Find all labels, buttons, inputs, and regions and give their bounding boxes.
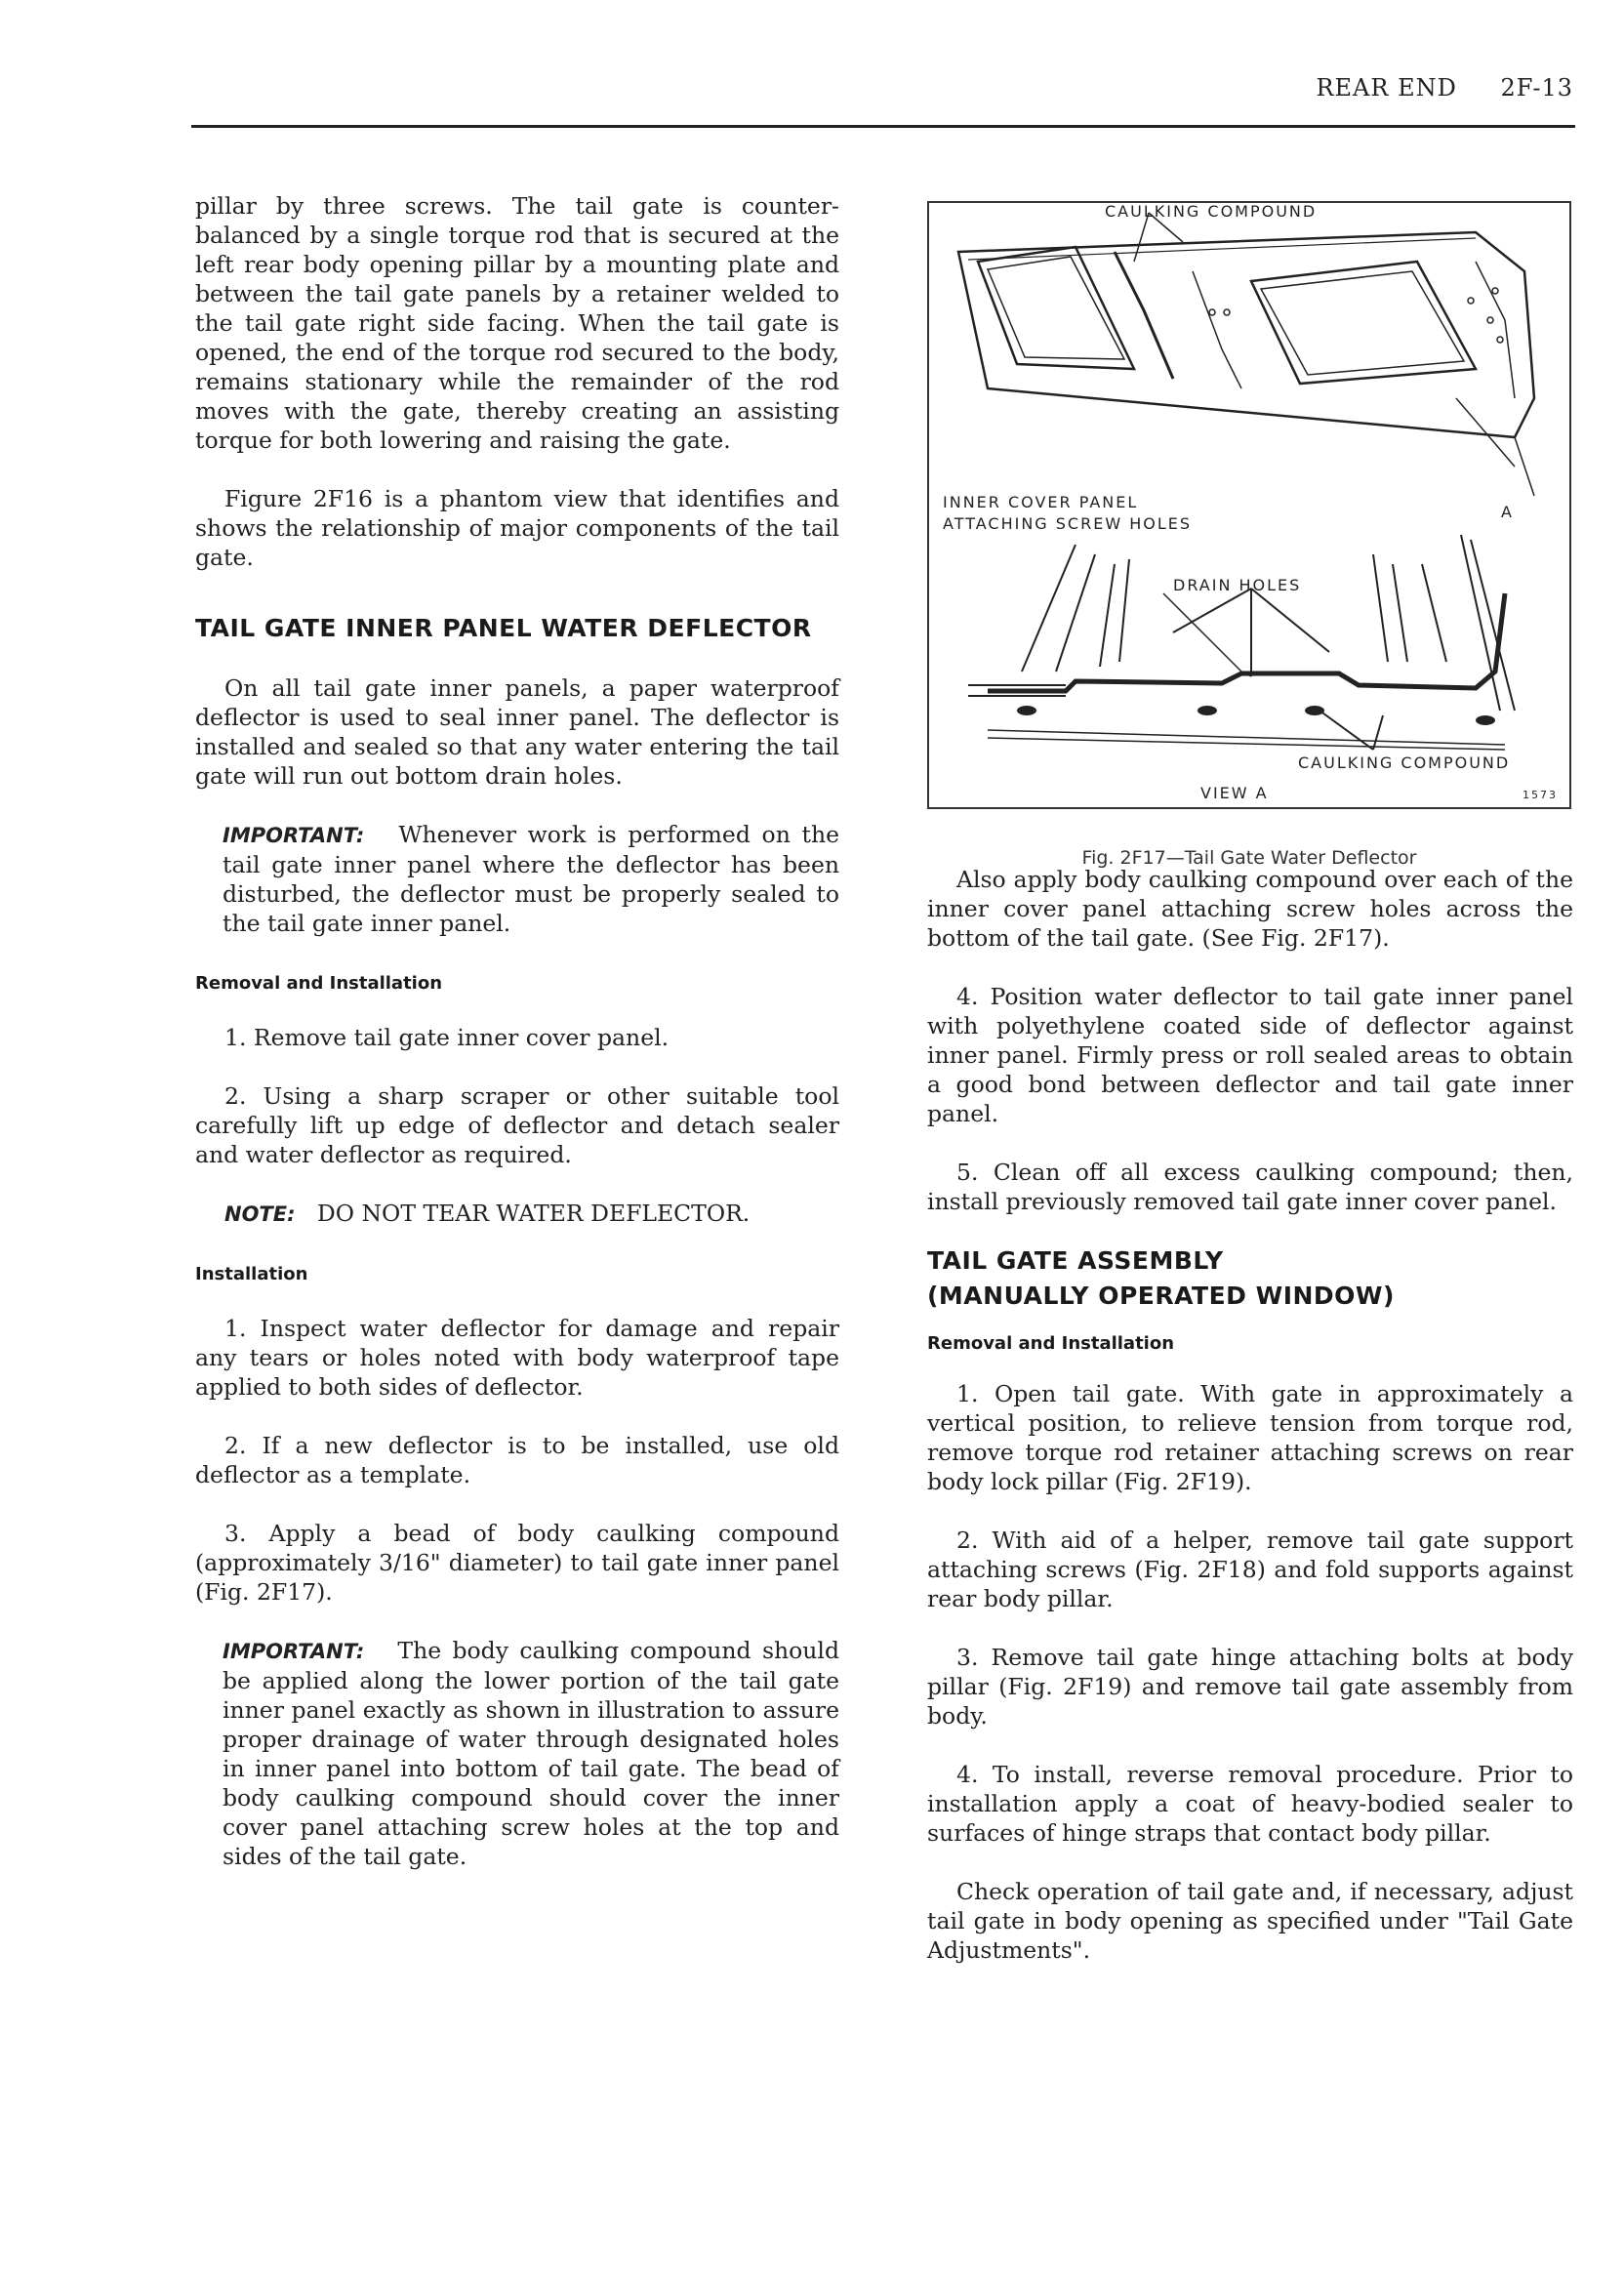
subheading: Removal and Installation <box>195 973 443 994</box>
section-heading: TAIL GATE INNER PANEL WATER DEFLECTOR <box>195 614 812 642</box>
subheading: Removal and Installation <box>927 1333 1175 1354</box>
figure-tail-gate-deflector <box>927 201 1571 809</box>
label-view-marker: A <box>1501 503 1514 521</box>
label-drain-holes: DRAIN HOLES <box>1173 576 1302 594</box>
label-caulking-top: CAULKING COMPOUND <box>1105 203 1318 221</box>
label-figure-code: 1573 <box>1522 789 1558 801</box>
step: 3. Remove tail gate hinge attaching bolts at body pillar (Fig. 2F19) and remove tail gate assembly from body. <box>927 1644 1573 1730</box>
paragraph: Figure 2F16 is a phantom view that identifies and shows the relationship of major components of the tail gate. <box>195 485 839 571</box>
important-text: Whenever work is performed on the tail gate inner panel where the deflector has been disturbed, the deflector must be properly sealed to the tail gate inner panel. <box>223 821 839 937</box>
label-inner-cover-1: INNER COVER PANEL <box>943 493 1139 511</box>
section-title: REAR END <box>1316 74 1457 102</box>
step: 5. Clean off all excess caulking compound; then, install previously removed tail gate inner cover panel. <box>927 1159 1573 1215</box>
right-column <box>927 865 1573 1994</box>
step: 1. Inspect water deflector for damage and repair any tears or holes noted with body waterproof tape applied to both sides of deflector. <box>195 1315 839 1401</box>
header-rule <box>191 125 1575 128</box>
tail-gate-illustration <box>929 203 1569 807</box>
paragraph: Also apply body caulking compound over each of the inner cover panel attaching screw holes across the bottom of the tail gate. (See Fig. 2F17). <box>927 866 1573 952</box>
important-label: IMPORTANT: <box>223 1640 365 1663</box>
important-note <box>195 820 839 938</box>
important-text: The body caulking compound should be applied along the lower portion of the tail gate inner panel exactly as shown in illustration to assure proper drainage of water through designated holes in inner panel into bottom of tail gate. The bead of body caulking compound should cover the inner cover panel attaching screw holes at the top and sides of the tail gate. <box>223 1637 839 1870</box>
paragraph: Check operation of tail gate and, if necessary, adjust tail gate in body opening as specified under "Tail Gate Adjustments". <box>927 1878 1573 1964</box>
label-inner-cover-2: ATTACHING SCREW HOLES <box>943 514 1193 533</box>
note <box>195 1199 839 1229</box>
step: 3. Apply a bead of body caulking compound (approximately 3/16" diameter) to tail gate inner panel (Fig. 2F17). <box>195 1520 839 1606</box>
note-label: NOTE: <box>224 1202 296 1226</box>
step: 2. If a new deflector is to be installed, use old deflector as a template. <box>195 1432 839 1488</box>
subheading: Installation <box>195 1264 308 1284</box>
section-heading: TAIL GATE ASSEMBLY <box>927 1246 1224 1275</box>
label-caulking-bottom: CAULKING COMPOUND <box>1298 753 1511 772</box>
section-heading: (MANUALLY OPERATED WINDOW) <box>927 1282 1395 1310</box>
label-view-a: VIEW A <box>1200 784 1269 802</box>
step: 2. Using a sharp scraper or other suitable tool carefully lift up edge of deflector and detach sealer and water deflector as required. <box>195 1082 839 1168</box>
paragraph: pillar by three screws. The tail gate is counter-balanced by a single torque rod that is secured at the left rear body opening pillar by a mounting plate and between the tail gate panels by a retainer welded to the tail gate right side facing. When the tail gate is opened, the end of the torque rod secured to the body, remains stationary while the remainder of the rod moves with the gate, thereby creating an assisting torque for both lowering and raising the gate. <box>195 192 839 454</box>
important-label: IMPORTANT: <box>223 824 365 847</box>
page-number: 2F-13 <box>1500 74 1573 102</box>
note-text: DO NOT TEAR WATER DEFLECTOR. <box>316 1200 751 1227</box>
step: 4. Position water deflector to tail gate inner panel with polyethylene coated side of deflector against inner panel. Firmly press or roll sealed areas to obtain a good bond between deflector and tail gate inner panel. <box>927 983 1573 1127</box>
important-note <box>195 1636 839 1871</box>
step: 1. Remove tail gate inner cover panel. <box>224 1024 670 1051</box>
paragraph: On all tail gate inner panels, a paper waterproof deflector is used to seal inner panel. The deflector is installed and sealed so that any water entering the tail gate will run out bottom drain holes. <box>195 674 839 790</box>
step: 2. With aid of a helper, remove tail gate support attaching screws (Fig. 2F18) and fold supports against rear body pillar. <box>927 1527 1573 1612</box>
page-header <box>1316 74 1573 102</box>
step: 1. Open tail gate. With gate in approximately a vertical position, to relieve tension from torque rod, remove torque rod retainer attaching screws on rear body lock pillar (Fig. 2F19). <box>927 1380 1573 1495</box>
left-column <box>195 191 839 1900</box>
figure-caption: Fig. 2F17—Tail Gate Water Deflector <box>1081 847 1417 869</box>
step: 4. To install, reverse removal procedure. Prior to installation apply a coat of heavy-bodied sealer to surfaces of hinge straps that contact body pillar. <box>927 1761 1573 1847</box>
